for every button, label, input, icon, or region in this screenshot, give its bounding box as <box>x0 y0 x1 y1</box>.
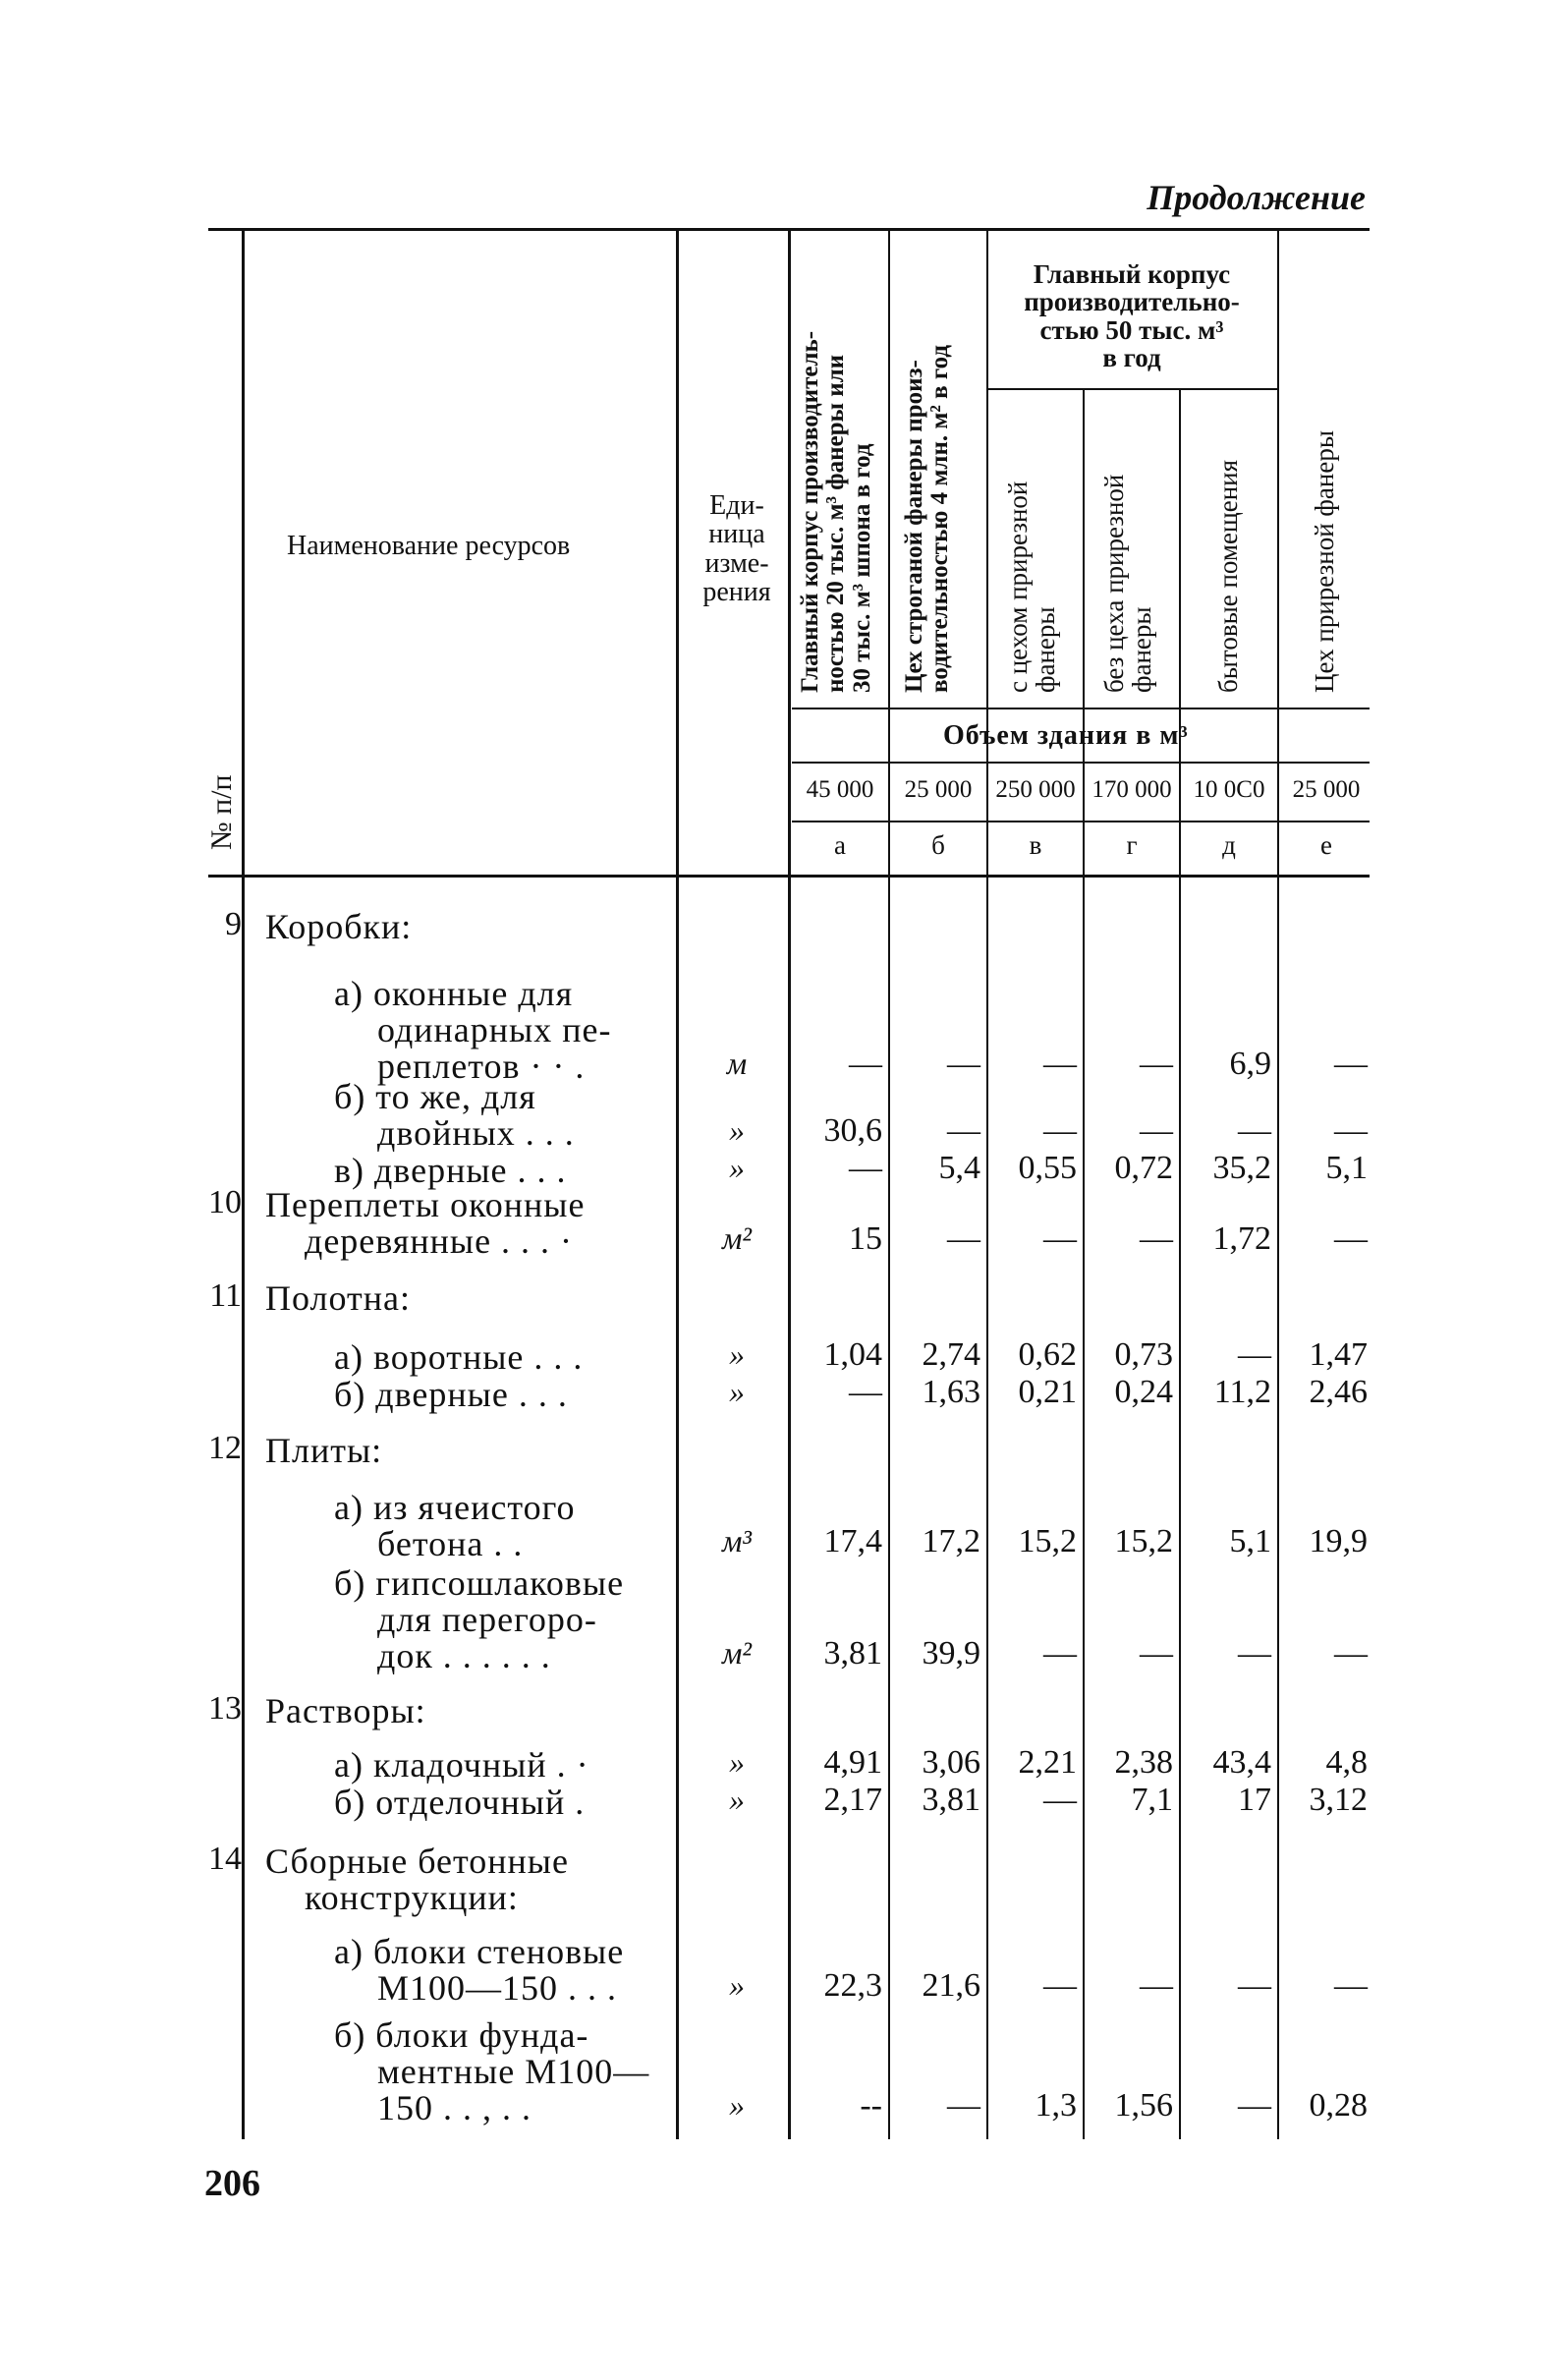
group-main-title <box>988 260 1275 371</box>
group-title-line: в год <box>1102 343 1161 373</box>
unit-header-line: рения <box>702 577 771 608</box>
col-v-title <box>1004 482 1060 693</box>
value-cell-e: 0,28 <box>1309 2087 1368 2124</box>
value-cell-e: — <box>1334 1220 1368 1257</box>
unit-header-line: ница <box>708 519 765 550</box>
value-cell-a: 17,4 <box>823 1523 882 1559</box>
value-cell-d: — <box>1238 1967 1271 2004</box>
value-cell-b: 17,2 <box>922 1523 980 1559</box>
group-title-line: Главный корпус <box>1033 259 1231 289</box>
unit-header-line: Еди- <box>709 490 764 521</box>
value-cell-b: 3,06 <box>922 1744 980 1781</box>
value-cell-e: 5,1 <box>1325 1150 1368 1186</box>
value-cell-v: — <box>1043 1220 1077 1257</box>
value-cell-g: 15,2 <box>1114 1523 1173 1559</box>
value-cell-v: 1,3 <box>1035 2087 1077 2124</box>
col-a-title-line: Главный корпус производитель- <box>797 330 823 693</box>
resource-name-line: б) отделочный . <box>334 1783 586 1822</box>
value-cell-b: 1,63 <box>922 1374 980 1410</box>
unit-cell: » <box>729 1336 745 1372</box>
resource-name-line: б) дверные . . . <box>334 1375 568 1414</box>
value-cell-d: 5,1 <box>1229 1523 1271 1559</box>
unit-cell: » <box>729 1782 745 1817</box>
row-number: 13 <box>208 1690 242 1727</box>
volume-label: Объем здания в м³ <box>943 720 1189 751</box>
group-rule <box>986 388 1277 390</box>
col-d-title: бытовые помещения <box>1213 459 1243 693</box>
resource-name-line: б) гипсошлаковые <box>334 1563 625 1603</box>
value-cell-d: 17 <box>1238 1782 1271 1818</box>
value-cell-a: — <box>849 1046 882 1082</box>
unit-cell: м³ <box>721 1523 752 1558</box>
value-cell-b: 2,74 <box>922 1336 980 1373</box>
value-cell-g: — <box>1140 1220 1173 1257</box>
value-cell-g: 7,1 <box>1131 1782 1173 1818</box>
volume-value: 25 000 <box>1292 776 1361 803</box>
resource-name-line: б) блоки фунда- <box>334 2015 589 2055</box>
value-cell-a: 1,04 <box>823 1336 882 1373</box>
value-cell-v: — <box>1043 1112 1077 1149</box>
row-number-header: № п/п <box>205 774 238 850</box>
value-cell-g: 2,38 <box>1114 1744 1173 1781</box>
resource-name-line: Переплеты оконные <box>265 1185 586 1224</box>
resource-name-line: Полотна: <box>265 1278 411 1318</box>
value-cell-d: 35,2 <box>1212 1150 1271 1186</box>
resource-name-line: док . . . . . . <box>377 1636 551 1675</box>
unit-cell: м² <box>721 1635 752 1671</box>
col-b-title <box>902 345 954 693</box>
value-cell-v: — <box>1043 1782 1077 1818</box>
col-b-title-line: Цех строганой фанеры произ- <box>901 360 927 693</box>
resource-name-line: Растворы: <box>265 1691 426 1730</box>
col-a-title-line: 30 тыс. м³ шпона в год <box>848 443 875 693</box>
resource-name-line: деревянные . . . · <box>305 1221 574 1261</box>
value-cell-b: — <box>947 1046 980 1082</box>
value-cell-g: 0,72 <box>1114 1150 1173 1186</box>
value-cell-v: 2,21 <box>1018 1744 1077 1781</box>
resource-name-line: двойных . . . <box>377 1113 575 1153</box>
column-letter: г <box>1126 830 1138 860</box>
resource-name-line: для перегоро- <box>377 1600 597 1639</box>
resource-name-line: 150 . . , . . <box>377 2088 532 2127</box>
resource-name-line: реплетов · · . <box>377 1047 586 1086</box>
unit-cell: м <box>726 1046 748 1081</box>
value-cell-e: 2,46 <box>1309 1374 1368 1410</box>
row-number: 10 <box>208 1184 242 1220</box>
value-cell-a: -- <box>860 2087 882 2124</box>
value-cell-d: 6,9 <box>1229 1046 1271 1082</box>
value-cell-d: — <box>1238 1635 1271 1672</box>
col-g-title <box>1100 475 1156 693</box>
col-sep-name <box>676 228 679 2139</box>
value-cell-b: — <box>947 1220 980 1257</box>
col-v-title-line: с цехом прирезной <box>1003 481 1033 693</box>
col-sep-unit <box>788 228 791 2139</box>
col-a-title-line: ностью 20 тыс. м³ фанеры или <box>822 354 850 693</box>
value-cell-e: 19,9 <box>1309 1523 1368 1559</box>
resource-name-line: в) дверные . . . <box>334 1151 567 1190</box>
value-cell-a: 15 <box>849 1220 882 1257</box>
resource-name-line: одинарных пе- <box>377 1010 612 1049</box>
unit-cell: » <box>729 1744 745 1780</box>
col-v-title-line: фанеры <box>1031 606 1061 693</box>
column-letter: д <box>1222 830 1236 860</box>
resource-name-line: Сборные бетонные <box>265 1842 569 1881</box>
unit-cell: » <box>729 1967 745 2003</box>
value-cell-a: 30,6 <box>823 1112 882 1149</box>
value-cell-e: — <box>1334 1112 1368 1149</box>
value-cell-e: — <box>1334 1635 1368 1672</box>
value-cell-d: 1,72 <box>1212 1220 1271 1257</box>
volume-value: 10 0С0 <box>1193 776 1265 803</box>
value-cell-d: — <box>1238 2087 1271 2124</box>
resource-name-line: а) воротные . . . <box>334 1337 584 1377</box>
resource-name-line: конструкции: <box>305 1878 519 1917</box>
unit-cell: м² <box>721 1220 752 1256</box>
continuation-label: Продолжение <box>1147 178 1366 217</box>
value-cell-v: — <box>1043 1046 1077 1082</box>
value-cell-b: 5,4 <box>938 1150 980 1186</box>
col-sep-v <box>1083 388 1085 2139</box>
value-cell-e: — <box>1334 1967 1368 2004</box>
resource-name-line: б) то же, для <box>334 1077 536 1116</box>
value-cell-g: 1,56 <box>1114 2087 1173 2124</box>
value-cell-g: 0,24 <box>1114 1374 1173 1410</box>
resource-name-line: а) кладочный . · <box>334 1745 589 1785</box>
volume-value: 45 000 <box>806 776 874 803</box>
volume-label-rule <box>792 708 1370 709</box>
col-sep-a <box>888 228 890 2139</box>
value-cell-e: 4,8 <box>1325 1744 1368 1781</box>
value-cell-g: — <box>1140 1635 1173 1672</box>
value-cell-a: 22,3 <box>823 1967 882 2004</box>
unit-header-line: изме- <box>704 547 769 579</box>
value-cell-b: — <box>947 2087 980 2124</box>
resource-name-line: а) из ячеистого <box>334 1488 576 1527</box>
column-letter: а <box>834 830 846 860</box>
column-letter: е <box>1320 830 1332 860</box>
column-letter: б <box>931 830 945 860</box>
resource-name-line: Коробки: <box>265 907 413 946</box>
col-sep-g <box>1179 388 1181 2139</box>
row-number: 12 <box>208 1430 242 1466</box>
col-sep-b <box>986 228 988 2139</box>
value-cell-e: 3,12 <box>1309 1782 1368 1818</box>
value-cell-g: — <box>1140 1112 1173 1149</box>
value-cell-v: — <box>1043 1967 1077 2004</box>
group-title-line: производительно- <box>1024 287 1240 317</box>
row-number: 11 <box>209 1277 242 1314</box>
value-cell-b: 39,9 <box>922 1635 980 1672</box>
value-cell-a: — <box>849 1374 882 1410</box>
value-cell-v: 0,62 <box>1018 1336 1077 1373</box>
col-a-title <box>798 331 875 693</box>
volume-value: 250 000 <box>995 776 1076 803</box>
unit-cell: » <box>729 2087 745 2123</box>
value-cell-b: 21,6 <box>922 1967 980 2004</box>
unit-header <box>688 491 786 607</box>
value-cell-a: 2,17 <box>823 1782 882 1818</box>
col-g-title-line: фанеры <box>1127 606 1157 693</box>
col-sep-num <box>242 228 245 2139</box>
unit-cell: » <box>729 1150 745 1185</box>
value-cell-d: 43,4 <box>1212 1744 1271 1781</box>
page-number: 206 <box>204 2163 260 2204</box>
value-cell-b: 3,81 <box>922 1782 980 1818</box>
value-cell-a: — <box>849 1150 882 1186</box>
value-cell-e: 1,47 <box>1309 1336 1368 1373</box>
col-e-title: Цех прирезной фанеры <box>1310 430 1339 693</box>
row-number: 14 <box>208 1841 242 1877</box>
col-g-title-line: без цеха прирезной <box>1099 474 1129 693</box>
value-cell-d: — <box>1238 1336 1271 1373</box>
value-cell-v: 15,2 <box>1018 1523 1077 1559</box>
col-sep-d <box>1277 228 1279 2139</box>
resource-name-line: Плиты: <box>265 1431 383 1470</box>
value-cell-b: — <box>947 1112 980 1149</box>
volume-value: 25 000 <box>904 776 973 803</box>
col-b-title-line: водительностью 4 млн. м² в год <box>926 344 954 693</box>
resource-name-line: ментные М100— <box>377 2052 650 2091</box>
value-cell-e: — <box>1334 1046 1368 1082</box>
unit-cell: » <box>729 1374 745 1409</box>
group-title-line: стью 50 тыс. м³ <box>1039 314 1224 345</box>
letters-row-rule <box>792 821 1370 822</box>
value-cell-v: 0,21 <box>1018 1374 1077 1410</box>
name-header: Наименование ресурсов <box>287 531 571 561</box>
resource-name-line: а) блоки стеновые <box>334 1932 625 1971</box>
value-cell-a: 4,91 <box>823 1744 882 1781</box>
resource-name-line: М100—150 . . . <box>377 1968 618 2008</box>
unit-cell: » <box>729 1112 745 1148</box>
value-cell-g: — <box>1140 1046 1173 1082</box>
value-cell-d: — <box>1238 1112 1271 1149</box>
resource-name-line: а) оконные для <box>334 974 574 1013</box>
resource-name-line: бетона . . <box>377 1524 524 1563</box>
value-cell-v: 0,55 <box>1018 1150 1077 1186</box>
value-cell-d: 11,2 <box>1213 1374 1271 1410</box>
volume-row-rule <box>792 762 1370 764</box>
value-cell-a: 3,81 <box>823 1635 882 1672</box>
column-letter: в <box>1029 830 1042 860</box>
value-cell-g: 0,73 <box>1114 1336 1173 1373</box>
volume-value: 170 000 <box>1091 776 1172 803</box>
value-cell-v: — <box>1043 1635 1077 1672</box>
row-number: 9 <box>225 906 242 942</box>
value-cell-g: — <box>1140 1967 1173 2004</box>
